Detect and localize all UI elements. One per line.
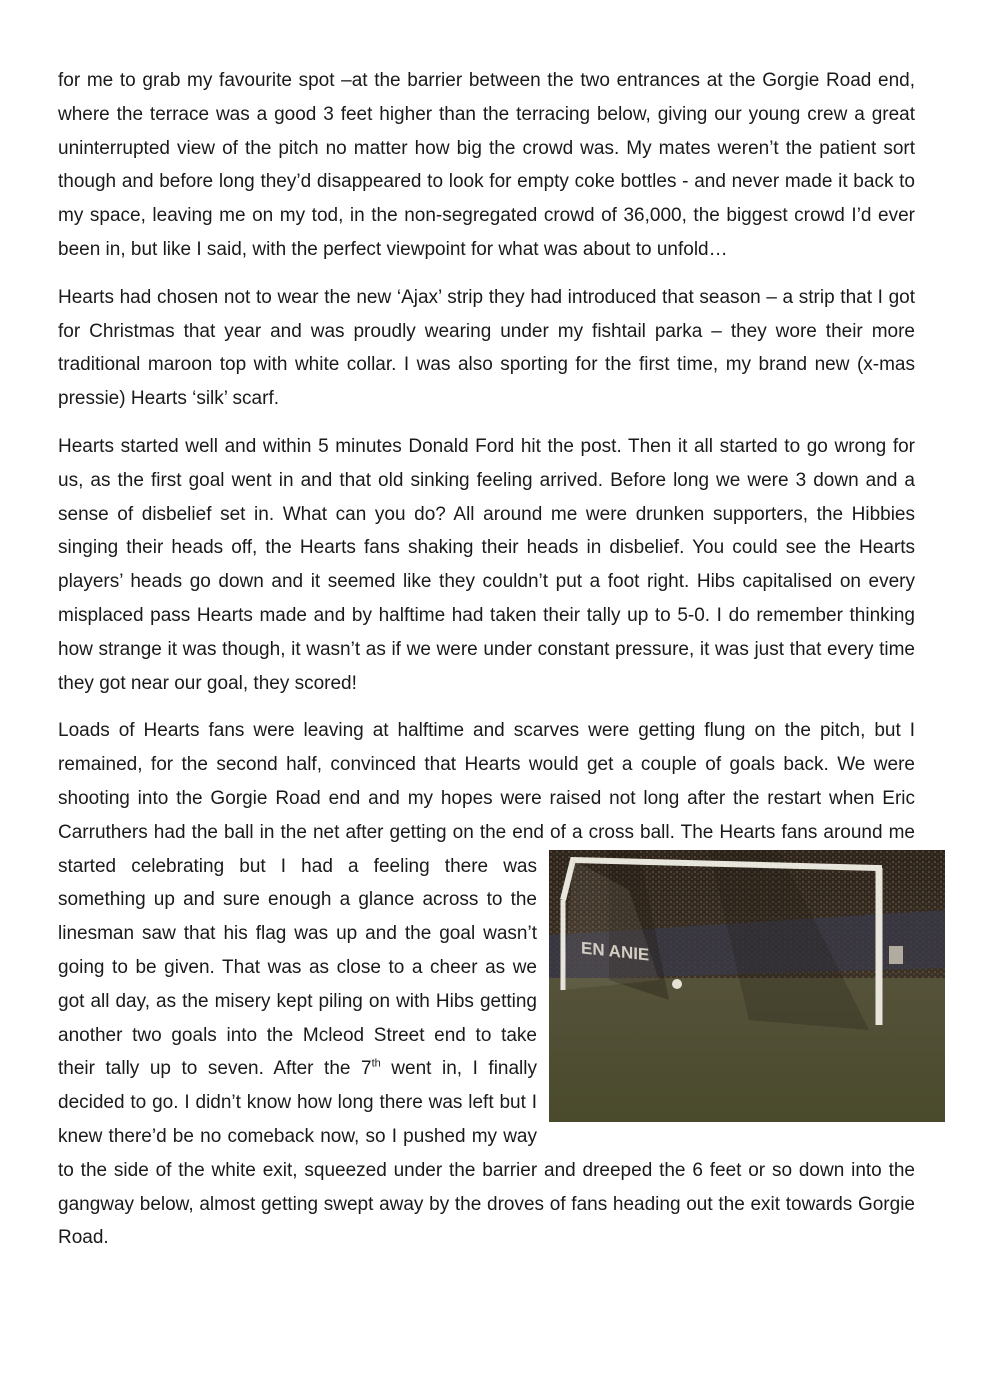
paragraph-1: for me to grab my favourite spot –at the barrier between the two entrances at the Gorgie Road end, where the terrace was a good 3 feet higher than the terracing below, giving our young crew a great uninterrupted view of the pitch no matter how big the crowd was. My mates weren’t the patient sort though and before long they’d disappeared to look for empty coke bottles - and never made it back to my space, leaving me on my tod, in the non-segregated crowd of 36,000, the biggest crowd I’d ever been in, but like I said, with the perfect viewpoint for what was about to unfold… bbox=[58, 70, 915, 260]
paragraph-4-end: went in, I finally decided to go. I didn’t know how long there was left but I knew there’d be no comeback now, so I pushed my way to the side of the white exit, squeezed under the barrier and dreeped the 6 feet or so down into the gangway below, almost getting swept away by the droves of fans heading out the exit towards Gorgie Road. bbox=[58, 1058, 915, 1249]
stadium-sign-text: EN ANIE bbox=[581, 937, 650, 965]
ordinal-suffix: th bbox=[371, 1057, 381, 1070]
goal-photo-image bbox=[549, 850, 945, 1122]
paragraph-3: Hearts started well and within 5 minutes Donald Ford hit the post. Then it all started to go wrong for us, as the first goal went in and that old sinking feeling arrived. Before long we were 3 down and a sense of disbelief set in. What can you do? All around me were drunken supporters, the Hibbies singing their heads off, the Hearts fans shaking their heads in disbelief. You could see the Hearts players’ heads go down and it seemed like they couldn’t put a foot right. Hibs capitalised on every misplaced pass Hearts made and by halftime had taken their tally up to 5-0. I do remember thinking how strange it was though, it wasn’t as if we were under constant pressure, it was just that every time they got near our goal, they scored! bbox=[58, 435, 915, 694]
match-photo bbox=[549, 850, 945, 1122]
paragraph-2: Hearts had chosen not to wear the new ‘Ajax’ strip they had introduced that season – a strip that I got for Christmas that year and was proudly wearing under my fishtail parka – they wore their more traditional maroon top with white collar. I was also sporting for the first time, my brand new (x-mas pressie) Hearts ‘silk’ scarf. bbox=[58, 286, 915, 410]
paragraph-4-wrapped-text: cross ball. The Hearts fans around me started celebrating but I had a feeling there was something up and sure enough a glance across to the linesman saw that his flag was up and the goal wasn’t going to be given. That was as close to a cheer as we got all day, as the misery kept piling on with Hibs getting another two goals into the Mcleod Street end to take their tally up to seven. After the 7 bbox=[58, 821, 915, 1080]
paragraph-4 bbox=[58, 714, 915, 1255]
paragraph-4-start: Loads of Hearts fans were leaving at halftime and scarves were getting flung on the pitch, but I remained, for the second half, convinced that Hearts would get a couple of goals back. We were shooting into the Gorgie Road end and my hopes were raised not long after the restart when Eric Carruthers had the ball in the net after getting on the end of a bbox=[58, 720, 915, 843]
